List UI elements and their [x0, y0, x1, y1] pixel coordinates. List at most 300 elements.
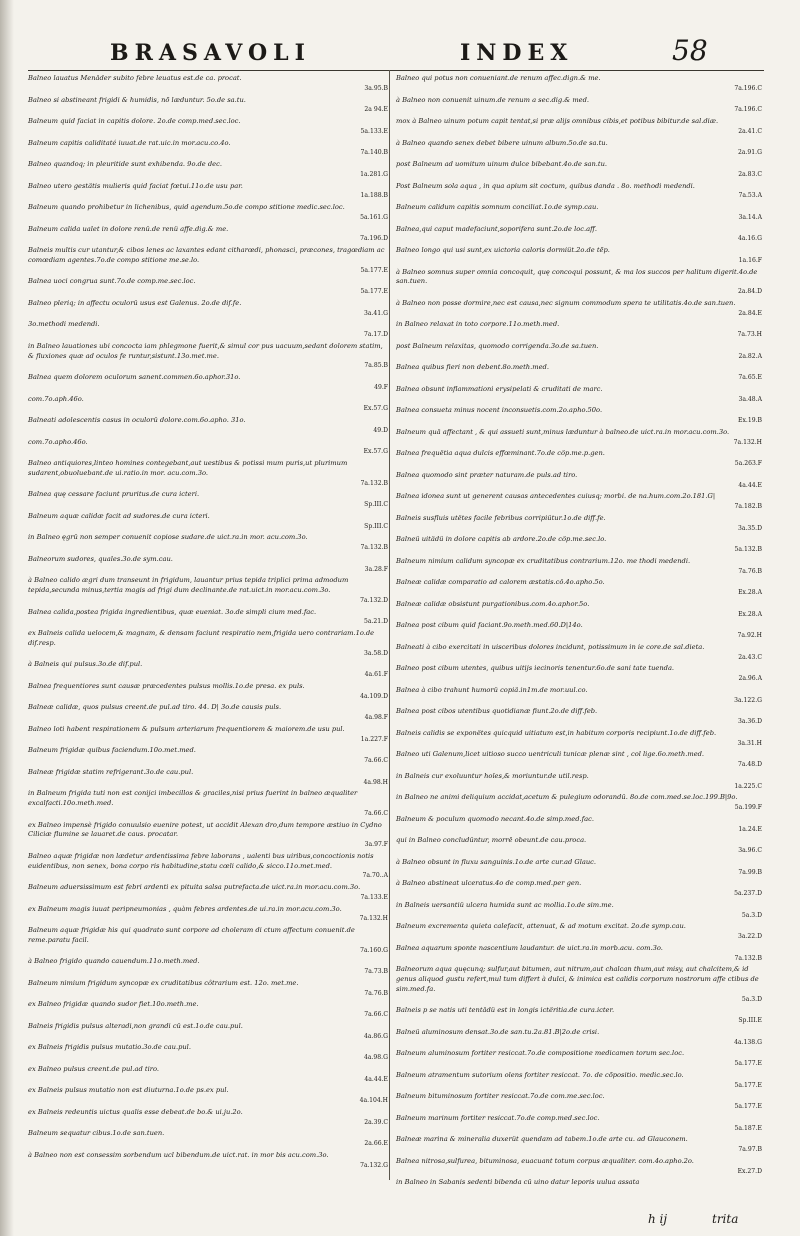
- entry-reference: 5a.161.G: [360, 213, 388, 221]
- entry-text: Balneum aquæ frigidæ his qui quadrato sunt corpore ad choleram di ctum affectum conuenit.de reme.paratu facil.: [28, 926, 355, 944]
- index-entry: [28, 1022, 388, 1042]
- entry-text: post Balneum ad uomitum uinum dulce bibebant.4o.de san.tu.: [396, 160, 608, 168]
- right-column: [396, 74, 762, 1190]
- entry-text: à Balneis qui pulsus.3o.de dif.pul.: [28, 660, 143, 669]
- entry-text: Balneo post cibum utentes, quibus uitijs iecinoris tenentur.6o.de sani tate tuenda.: [396, 664, 675, 673]
- entry-reference: 3a.95.B: [364, 84, 388, 92]
- index-entry: [28, 246, 388, 275]
- entry-reference: 7a.76.B: [738, 567, 762, 575]
- entry-text: Balneum calidum capitis somnum conciliat.1o.de symp.cau.: [396, 203, 599, 211]
- entry-text: Balneis susfluis utëtes facile febribus corripiütur.1o.de diff.fe.: [396, 513, 606, 522]
- entry-reference: 5a.177.E: [360, 288, 388, 295]
- entry-reference: 2a.66.E: [364, 1140, 388, 1147]
- entry-text: com.7o.apho.46o.: [28, 437, 88, 446]
- index-entry: [396, 514, 762, 534]
- index-entry: [396, 793, 762, 813]
- index-entry: [28, 883, 388, 903]
- entry-text: à Balneo somnus super omnia concoquit, quę concoqui possunt, & ma los succos per halitum digerit.4o.de san.tuen.: [396, 267, 758, 286]
- header-rule: [28, 70, 764, 71]
- entry-reference: 7a.48.D: [737, 761, 762, 768]
- index-entry: [396, 139, 762, 159]
- index-entry: [28, 395, 388, 415]
- page-header: [0, 30, 800, 74]
- entry-text: ex Balneis calida uelocem,& magnam, & densam faciunt respiratio nem,frigida uero contrariam.1o.de dif.resp.: [28, 629, 375, 647]
- entry-text: Balneo utero gestätis mulieris quid faciat fœtui.11o.de usu par.: [28, 181, 243, 190]
- index-entry: [28, 768, 388, 788]
- entry-reference: 7a.92.H: [737, 632, 762, 639]
- entry-reference: 7a.53.A: [738, 192, 762, 200]
- index-entry: [28, 225, 388, 245]
- entry-reference: 3a.97.F: [364, 841, 388, 848]
- entry-reference: 4a.109.D: [360, 692, 388, 700]
- entry-reference: 1a.24.E: [738, 825, 762, 833]
- index-entry: [28, 512, 388, 532]
- entry-text: à Balneo non est consessim sorbendum ucl bibendum.de uict.rat. in mor bis acu.com.3o.: [28, 1150, 329, 1159]
- index-entry: [28, 1065, 388, 1085]
- entry-text: Balneü uitädü in dolore capitis ab ardore.2o.de cöp.me.sec.lo.: [396, 535, 607, 544]
- entry-text: Balneum aquæ calidæ facit ad sudores.de cura icteri.: [28, 511, 210, 520]
- entry-text: Balneum aduersissimum est febri ardenti ex pituita salsa putrefacta.de uict.ra.in mor.acu.com.3o.: [28, 883, 361, 891]
- entry-reference: 7a.160.G: [360, 946, 388, 954]
- entry-text: Balneo quandoq; in pleuritide sunt exhibenda. 9o.de dec.: [28, 160, 222, 168]
- left-column: [28, 74, 388, 1172]
- entry-text: Balnea idonea sunt ut generent causas antecedentes cuiusq; morbi. de na.hum.com.2o.181.G|: [396, 492, 716, 501]
- entry-reference: 7a.196.D: [360, 235, 388, 243]
- entry-text: Balneis p se natis uti tentädü est in longis ictëritia.de cura.icter.: [396, 1006, 615, 1015]
- entry-reference: 5a.3.D: [741, 995, 762, 1003]
- index-entry: [396, 471, 762, 491]
- index-entry: [396, 944, 762, 964]
- entry-reference: 3a.58.D: [363, 649, 388, 657]
- entry-reference: 7a.85.B: [364, 362, 388, 370]
- index-entry: [28, 629, 388, 658]
- entry-reference: 3a.41.G: [363, 309, 388, 317]
- index-entry: [396, 246, 762, 266]
- entry-text: in Balneo relaxat in toto corpore.11o.meth.med.: [396, 320, 560, 329]
- entry-reference: 7a.132.D: [360, 596, 388, 604]
- entry-text: Balnea frequëtia aqua dulcis effœminant.7o.de cöp.me.p.gen.: [396, 449, 605, 458]
- index-entry: [396, 406, 762, 426]
- entry-reference: 7a.66.C: [364, 809, 388, 817]
- index-entry: [28, 74, 388, 94]
- entry-text: à Balneo obsunt in fluxu sanguinis.1o.de arte cur.ad Glauc.: [396, 857, 597, 866]
- running-title-right: INDEX: [460, 40, 574, 66]
- entry-text: à Balneo frigido quando cauendum.11o.meth.med.: [28, 957, 200, 966]
- index-entry: [28, 1129, 388, 1149]
- entry-text: Balnea à cibo trahunt humorü copiä.in1m.de mor.uul.co.: [396, 685, 588, 694]
- index-entry: [28, 96, 388, 116]
- entry-reference: 4a.138.G: [734, 1038, 762, 1046]
- entry-text: Balneum capitis caliditaté iuuat.de rat.uic.in mor.acu.co.4o.: [28, 138, 231, 147]
- entry-text: Balnea nitrosa,sulfurea, bituminosa, euacuant totum corpus æqualiter. com.4o.apho.2o.: [396, 1156, 694, 1165]
- entry-text: Balneum marinum fortiter resiccat.7o.de comp.med.sec.loc.: [396, 1113, 600, 1122]
- entry-text: post Balneum relaxitas, quomodo corrigenda.3o.de sa.tuen.: [396, 341, 599, 350]
- entry-reference: 5a.177.E: [734, 1103, 762, 1110]
- index-entry: [396, 535, 762, 555]
- entry-text: Balneum quid faciat in capitis dolore. 2o.de comp.med.sec.loc.: [28, 117, 241, 125]
- entry-reference: 3a.122.G: [734, 696, 762, 704]
- index-entry: [396, 664, 762, 684]
- index-entry: [396, 96, 762, 116]
- entry-text: Balnea quibus fieri non debent.8o.meth.med.: [396, 363, 549, 372]
- index-entry: [28, 703, 388, 723]
- entry-reference: 7a.132.H: [733, 438, 762, 446]
- column-divider: [389, 70, 390, 1180]
- index-entry: [28, 576, 388, 605]
- index-entry: [396, 879, 762, 899]
- index-entry: [28, 299, 388, 319]
- entry-text: Balneum excrementa quieta calefacit, attenuat, & ad motum excitat. 2o.de symp.cau.: [396, 922, 686, 931]
- entry-reference: 49.F: [374, 383, 388, 391]
- index-entry: [396, 182, 762, 202]
- entry-text: in Balneo lauationes ubi concocta iam phlegmone fuerit,& simul cor pus uacuum,sedant dolorem statim, & fluxiones quæ ad oculos fe runtur,sistunt.13o.met.me.: [28, 341, 383, 360]
- entry-text: Balneum calida ualet in dolore renü.de renü affe.dig.& me.: [28, 224, 229, 233]
- entry-reference: 2a.91.G: [737, 149, 762, 157]
- index-entry: [28, 746, 388, 766]
- entry-reference: 2a.43.C: [738, 653, 762, 661]
- entry-reference: 2a.96.A: [738, 675, 762, 682]
- index-entry: [396, 203, 762, 223]
- entry-reference: 7a.65.E: [738, 374, 762, 381]
- entry-reference: 5a.177.E: [734, 1060, 762, 1067]
- entry-reference: 1a.188.B: [360, 192, 388, 200]
- entry-reference: 7a.182.B: [734, 503, 762, 510]
- index-entry: [28, 1000, 388, 1020]
- entry-text: 3o.methodi medendi.: [28, 320, 100, 329]
- index-entry: [28, 1108, 388, 1128]
- entry-reference: 5a.263.F: [734, 460, 762, 467]
- entry-text: Balnea frequentiores sunt causæ præcedentes pulsus mollis.1o.de presa. ex puls.: [28, 681, 305, 690]
- entry-text: à Balneo quando senex debet bibere uinum album.5o.de sa.tu.: [396, 138, 608, 147]
- entry-text: Balnea consueta minus nocent inconsuetis.com.2o.apho.50o.: [396, 406, 603, 415]
- index-entry: [396, 428, 762, 448]
- entry-reference: 5a.187.E: [734, 1124, 762, 1132]
- entry-text: Balnea,qui caput madefaciunt,soporifera sunt.2o.de loc.aff.: [396, 224, 597, 233]
- entry-reference: 5a.177.E: [360, 266, 388, 274]
- index-entry: [396, 1028, 762, 1048]
- index-entry: [396, 901, 762, 921]
- index-entry: [396, 74, 762, 94]
- entry-reference: 3a.35.D: [737, 524, 762, 532]
- entry-reference: Ex.19.B: [738, 417, 762, 424]
- entry-text: Balneo antiquiores,linteo homines contegebant,aut uestibus & potissi mum puris,ut plurimum sudarent,obuoluebant.de ui.ratio.in mor. acu.com.3o.: [28, 459, 348, 477]
- entry-reference: 4a.44.E: [364, 1075, 388, 1083]
- entry-text: Balneis multis cur utantur,& cibos lenes ac laxantes edant citharœdi, phonasci, præcones, tragœdiam ac comœdiam agentes.7o.de compo stitione me.se.lo.: [28, 246, 385, 264]
- entry-reference: 49.D: [373, 426, 388, 434]
- entry-reference: 1a.225.C: [734, 782, 762, 790]
- entry-text: Balneo lauatus Menäder subito febre leuatus est.de ca. procat.: [28, 74, 242, 82]
- entry-text: à Balneo non posse dormire,nec est causa,nec signum commodum spera te utilitatis.4o.de san.tuen.: [396, 298, 736, 307]
- entry-text: Balneum frigidæ quibus faciendum.10o.met.med.: [28, 746, 196, 755]
- entry-text: Balneæ calidæ, quos pulsus creent.de pul.ad tiro. 44. D| 3o.de causis puls.: [28, 703, 282, 712]
- index-entry: [28, 320, 388, 340]
- entry-reference: 2a 94.E: [364, 106, 388, 114]
- entry-reference: 4a.104.H: [359, 1097, 388, 1104]
- entry-text: Balneis frigidis pulsus alteradi,non grandi cü est.1o.de cau.pul.: [28, 1021, 243, 1030]
- entry-reference: 2a.39.C: [364, 1118, 388, 1126]
- entry-text: Post Balneum sola aqua , in qua apium sit coctum, quibus danda . 8o. methodi medendi.: [396, 181, 695, 190]
- entry-text: Balneü aluminosum densat.3o.de san.tu.2a.81.B|2o.de crisi.: [396, 1027, 600, 1036]
- entry-text: Balneæ calidæ comparatio ad calorem æstatis.cö.4o.apho.5o.: [396, 578, 605, 587]
- entry-text: Balnea uoci congrua sunt.7o.de comp.me.sec.loc.: [28, 277, 196, 286]
- entry-reference: 3a.28.F: [364, 565, 388, 573]
- entry-reference: Sp.III.C: [364, 522, 388, 530]
- running-title-left: BRASAVOLI: [110, 40, 311, 66]
- index-entry: [396, 836, 762, 856]
- entry-reference: Ex.27.D: [737, 1167, 762, 1175]
- entry-reference: 1a.281.G: [360, 170, 388, 178]
- entry-text: à Balneo abstineat ulceratus.4o de comp.med.per gen.: [396, 879, 582, 888]
- entry-text: mox à Balneo uinum potum capit tentat,si præ alijs omnibus cibis,et potibus bibitur.de sal.diæ.: [396, 117, 719, 125]
- entry-reference: 7a.132.B: [734, 954, 762, 962]
- index-entry: [396, 965, 762, 1004]
- entry-text: Balnea quę cessare faciunt pruritus.de cura icteri.: [28, 490, 200, 499]
- index-entry: [28, 459, 388, 488]
- index-entry: [396, 1114, 762, 1134]
- entry-reference: 5a.177.E: [734, 1081, 762, 1089]
- entry-reference: 5a.237.D: [734, 890, 762, 897]
- entry-reference: Ex.57.G: [363, 448, 388, 456]
- entry-reference: 4a.86.G: [363, 1032, 388, 1040]
- entry-reference: 7a.132.G: [360, 1161, 388, 1169]
- index-entry: [28, 277, 388, 297]
- entry-reference: 5a.132.B: [734, 546, 762, 553]
- index-entry: [396, 492, 762, 512]
- entry-text: Balneum quando prohibetur in lichenibus, quid agendum.5o.de compo stitione medic.sec.loc.: [28, 203, 345, 211]
- entry-reference: 5a.21.D: [363, 618, 388, 626]
- entry-reference: 7a.99.B: [738, 868, 762, 876]
- index-entry: [28, 438, 388, 458]
- entry-text: Balneum sequatur cibus.1o.de san.tuen.: [28, 1129, 165, 1138]
- index-entry: [396, 1049, 762, 1069]
- entry-text: Balnea post cibos utentibus quotidianæ fiunt.2o.de diff.feb.: [396, 707, 598, 716]
- entry-text: ex Balneo pulsus creent.de pul.ad tiro.: [28, 1064, 159, 1073]
- index-entry: [28, 725, 388, 745]
- entry-text: à Balneo calido ægri dum transeunt in frigidum, lauantur prius tepida triplici prima admodum tepida,secunda minus,tertia magis ad frigi dum declinante.de rat.uict.in mor.acu.com.3o.: [28, 576, 349, 594]
- index-entry: [396, 707, 762, 727]
- entry-text: ex Balneis pulsus mutatio non est diuturna.1o.de ps.ex pul.: [28, 1086, 229, 1095]
- index-entry: [396, 342, 762, 362]
- entry-reference: 7a.140.B: [360, 149, 388, 157]
- entry-text: Balneati adolescentis casus in oculorü dolore.com.6o.apho. 31o.: [28, 416, 246, 424]
- entry-reference: 2a.84.D: [737, 288, 762, 295]
- entry-text: Balneæ marina & mineralia duxerüt quendam ad tabem.1o.de arte cu. ad Glauconem.: [396, 1135, 688, 1144]
- index-entry: [396, 686, 762, 706]
- entry-reference: 7a.76.B: [364, 989, 388, 997]
- spine-shadow: [0, 0, 14, 1236]
- entry-reference: 3a.22.D: [737, 933, 762, 940]
- entry-text: in Balneum frigida tuti non est conijci imbecillos & graciles,nisi prius fuerint in balneo æqualiter excalfacti.10o.meth.med.: [28, 789, 358, 807]
- entry-reference: 7a.70..A: [362, 872, 388, 880]
- index-entry: [396, 621, 762, 641]
- folio-number: 58: [672, 34, 708, 67]
- index-entry: [396, 1157, 762, 1177]
- index-entry: [28, 203, 388, 223]
- index-entry: [28, 533, 388, 553]
- entry-text: Balneo qui potus non conueniant.de renum affec.dign.& me.: [396, 74, 601, 82]
- entry-reference: 5a.199.F: [734, 804, 762, 811]
- entry-reference: 4a.16.G: [737, 235, 762, 243]
- index-entry: [28, 852, 388, 881]
- entry-reference: 3a.14.A: [738, 213, 762, 221]
- index-entry: [28, 957, 388, 977]
- entry-text: Balneæ frigidæ statim refrigerant.3o.de cau.pul.: [28, 767, 194, 776]
- entry-reference: 7a.196.C: [734, 106, 762, 114]
- index-entry: [28, 182, 388, 202]
- entry-text: Balneo aquæ frigidæ non lædetur ardentissima febre laborans , ualenti bus uiribus,concoctionis notis euidentibus, non senex, bona corpo ris habitudine,statu cœli calido,& sicco.11o.met.med.: [28, 851, 374, 870]
- entry-text: à Balneo non conuenit uinum.de renum a sec.dig.& med.: [396, 95, 590, 104]
- entry-reference: 4a.98.G: [363, 1054, 388, 1061]
- entry-reference: Sp.III.C: [364, 501, 388, 508]
- entry-reference: 3a.36.D: [737, 718, 762, 725]
- index-entry: [396, 1071, 762, 1091]
- entry-text: in Balneo in Sabanis sedenti bibenda cü uino datur leporis uulua assata: [396, 1178, 640, 1187]
- entry-reference: 2a.83.C: [738, 170, 762, 178]
- page-footer: [0, 1212, 800, 1232]
- entry-text: Balneum quä affectant , & qui assueti sunt,minus læduntur à balneo.de uict.ra.in mor.acu.com.3o.: [396, 427, 730, 436]
- entry-reference: 7a.73.B: [364, 968, 388, 975]
- index-entry: [396, 449, 762, 469]
- entry-reference: 7a.66.C: [364, 757, 388, 764]
- entry-text: ex Balneum magis iuuat peripneumonias , quàm febres ardentes.de ui.ra.in mor.acu.com.3o.: [28, 904, 342, 913]
- entry-reference: 7a.73.H: [737, 331, 762, 338]
- entry-text: in Balneo ne animi deliquium accidat,acetum & pulegium odorandü. 8o.de com.med.se.loc.199.B|9o.: [396, 793, 738, 802]
- entry-text: qui in Balneo concludüntur, morrē obeunt.de cau.proca.: [396, 836, 587, 845]
- index-entry: [396, 600, 762, 620]
- entry-reference: 5a.3.D: [741, 911, 762, 919]
- entry-text: in Balneo ęgrü non semper conuenit copiose sudare.de uict.ra.in mor. acu.com.3o.: [28, 533, 308, 542]
- index-entry: [396, 160, 762, 180]
- signature-mark: h ij: [648, 1212, 668, 1226]
- index-entry: [396, 729, 762, 749]
- index-entry: [28, 682, 388, 702]
- entry-text: in Balneis uersantiü ulcera humida sunt ac mollia.1o.de sim.me.: [396, 900, 614, 909]
- index-entry: [28, 139, 388, 159]
- entry-reference: 1a.227.F: [360, 735, 388, 743]
- entry-text: ex Balneo impensè frigido conuulsio euenire potest, ut accidit Alexan dro,dum tempore æstiuo in Cydno Ciliciæ flumine se lauaret.de caus. procatar.: [28, 820, 382, 839]
- entry-reference: 2a.41.C: [738, 127, 762, 135]
- entry-reference: Ex.28.A: [738, 610, 762, 618]
- entry-text: Balneum aluminosum fortiter resiccat.7o.de compositione medicamen torum sec.loc.: [396, 1049, 685, 1058]
- index-entry: [396, 1135, 762, 1155]
- entry-reference: 3a.31.H: [737, 739, 762, 747]
- entry-text: Balnea quem dolorem oculorum sanent.commen.6o.aphor.31o.: [28, 373, 241, 381]
- entry-reference: 1a.16.F: [738, 256, 762, 264]
- entry-text: Balnea calida,postea frigida ingredientibus, quæ eueniat. 3o.de simpli cium med.fac.: [28, 607, 317, 616]
- entry-reference: Sp.III.E: [738, 1017, 762, 1024]
- entry-text: Balnea obsunt inflammationi erysipelati & cruditati de marc.: [396, 384, 603, 393]
- index-entry: [28, 416, 388, 436]
- index-entry: [28, 373, 388, 393]
- index-entry: [28, 660, 388, 680]
- index-entry: [28, 342, 388, 371]
- entry-text: Balneo loti habent respirationem & pulsum arteriarum frequentiorem & maiorem.de usu pul.: [28, 724, 345, 733]
- index-entry: [396, 1178, 762, 1188]
- index-entry: [396, 117, 762, 137]
- entry-reference: 4a.44.E: [738, 481, 762, 489]
- entry-reference: 5a.133.E: [360, 127, 388, 135]
- index-entry: [28, 555, 388, 575]
- index-entry: [396, 299, 762, 319]
- entry-text: ex Balneis redeuntis uictus qualis esse debeat.de bo.& ui.ju.2o.: [28, 1107, 243, 1116]
- entry-reference: 7a.97.B: [738, 1146, 762, 1153]
- entry-reference: 3a.96.C: [738, 847, 762, 854]
- index-entry: [396, 815, 762, 835]
- entry-reference: 2a.82.A: [738, 352, 762, 360]
- index-entry: [396, 643, 762, 663]
- entry-reference: 4a.98.F: [364, 714, 388, 721]
- entry-text: Balneæ calidæ obsistunt purgationibus.com.4o.aphor.5o.: [396, 599, 590, 608]
- index-entry: [28, 160, 388, 180]
- entry-reference: 3a.48.A: [738, 395, 762, 403]
- entry-text: Balneo pleriq; in affectu oculorü usus est Galenus. 2o.de dif.fe.: [28, 298, 242, 307]
- entry-text: ex Balneo frigidæ quando sudor fiet.10o.meth.me.: [28, 1000, 199, 1009]
- index-entry: [396, 320, 762, 340]
- index-entry: [28, 490, 388, 510]
- entry-text: ex Balneis frigidis pulsus mutatio.3o.de cau.pul.: [28, 1043, 191, 1052]
- entry-text: in Balneis cur exoluuntur hoïes,& moriuntur.de util.resp.: [396, 771, 589, 780]
- entry-text: Balneo si abstineant frigidi & humidis, nõ læduntur. 5o.de sa.tu.: [28, 95, 246, 104]
- entry-text: Balnea quomodo sint præter naturam.de puls.ad tiro.: [396, 470, 578, 479]
- entry-text: Balneum nimium frigidum syncopæ ex cruditatibus côtrarium est. 12o. met.me.: [28, 978, 299, 987]
- index-entry: [28, 1043, 388, 1063]
- index-entry: [28, 117, 388, 137]
- entry-reference: 7a.132.B: [360, 544, 388, 551]
- entry-reference: 7a.17.D: [363, 331, 388, 338]
- index-entry: [28, 821, 388, 850]
- index-entry: [28, 1086, 388, 1106]
- index-entry: [28, 608, 388, 628]
- entry-reference: 2a.84.E: [738, 309, 762, 317]
- index-entry: [396, 363, 762, 383]
- index-entry: [396, 858, 762, 878]
- entry-text: Balneorum sudores, quales.3o.de sym.cau.: [28, 554, 173, 563]
- index-entry: [396, 922, 762, 942]
- index-entry: [396, 268, 762, 297]
- entry-text: Balneis calidis se exponëtes quicquid uitiatum est,in habitum corporis recipiunt.1o.de diff.feb.: [396, 728, 717, 737]
- entry-reference: Ex.28.A: [738, 589, 762, 596]
- index-entry: [28, 1151, 388, 1171]
- entry-reference: 7a.132.B: [360, 479, 388, 487]
- index-entry: [396, 1006, 762, 1026]
- entry-text: Balnea aquarum sponte nascentium laudantur. de uict.ra.in morb.acu. com.3o.: [396, 943, 663, 952]
- entry-text: Balneati à cibo exercitati in uisceribus dolores incidunt, potissimum in ie core.de sal.dieta.: [396, 642, 705, 651]
- entry-reference: 4a.61.F: [364, 671, 388, 678]
- index-entry: [396, 1092, 762, 1112]
- entry-text: Balneum bituminosum fortiter resiccat.7o.de com.me.sec.loc.: [396, 1092, 605, 1101]
- catchword: trita: [712, 1212, 739, 1226]
- entry-text: Balneorum aqua quęcunq; sulfur,aut bitumen, aut nitrum,aut chalcan thum,aut misy, aut chalcitem,& id genus aliquod gustu refert,mul tum differt à dulci, & inimica est calidis corporum nostrorum affe ctibus de sim.med.fa.: [396, 965, 759, 993]
- index-entry: [396, 225, 762, 245]
- index-entry: [28, 789, 388, 818]
- entry-reference: Ex.57.G: [363, 405, 388, 413]
- entry-text: Balneo uti Galenum,licet uitioso succo uentriculi tunicæ plenæ sint , col lige.6o.meth.med.: [396, 750, 705, 759]
- entry-reference: 4a.98.H: [363, 778, 388, 786]
- index-entry: [28, 979, 388, 999]
- entry-text: Balneum nimium calidum syncopæ ex cruditatibus contrarium.12o. me thodi medendi.: [396, 556, 691, 565]
- index-entry: [28, 905, 388, 925]
- index-entry: [396, 557, 762, 577]
- index-entry: [396, 772, 762, 792]
- index-entry: [396, 385, 762, 405]
- entry-text: Balneo longo qui usi sunt,ex uictoria caloris dormiüt.2o.de tẽp.: [396, 246, 610, 254]
- index-entry: [28, 926, 388, 955]
- index-entry: [396, 750, 762, 770]
- entry-reference: 7a.196.C: [734, 84, 762, 92]
- entry-text: com.7o.aph.46o.: [28, 394, 84, 403]
- index-entry: [396, 578, 762, 598]
- entry-text: Balneum atramentum sutorium olens fortiter resiccat. 7o. de cõpositio. medic.sec.lo.: [396, 1070, 684, 1079]
